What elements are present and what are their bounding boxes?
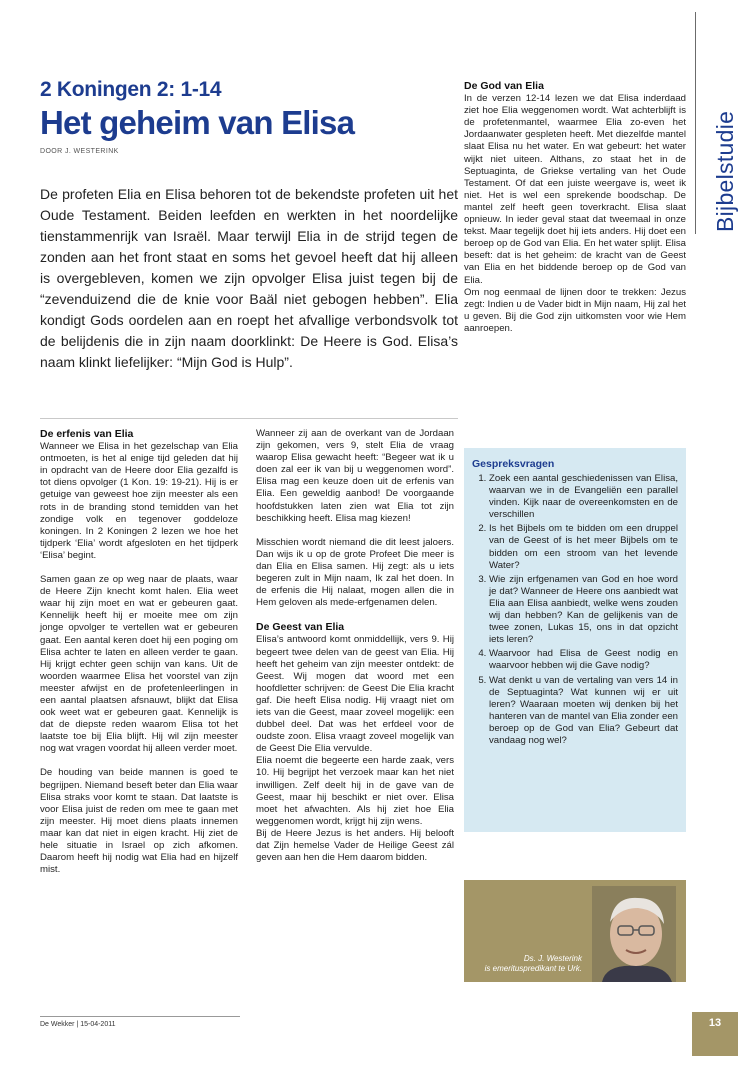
question-item: 3. Wie zijn erfgenamen van God en hoe word je dat? Wanneer de Heere ons aanbiedt wat Elia aan Elisa aanbiedt, welke wens zouden wij dan hebben? Kan de gelijkenis van de twee zonen, Lukas 15, ons in dat opzicht iets leren? [489,574,678,647]
intro-paragraph: De profeten Elia en Elisa behoren tot de bekendste profeten uit het Oude Testament. Beiden leefden en werkten in het noordelijke tienstammenrijk van Israël. Maar terwijl Elia in de strijd tegen de zonden aan het front staat en soms het gevoel heeft dat hij alleen is overgebleven, komen we zijn opvolger Elisa juist tegen bij de “zevenduizend die de knie voor Baäl niet gebogen hebben”. Elia kondigt Gods oordelen aan en roept het afvallige verbondsvolk tot de belijdenis die in zijn naam doorklinkt: De Heere is God. Elisa’s naam klinkt liefelijker: “Mijn God is Hulp”. [40,186,458,370]
footer-rule [40,1016,240,1017]
paragraph: Elisa’s antwoord komt onmiddellijk, vers 9. Hij begeert twee delen van de geest van Elia. Hij heeft het geheim van zijn meester ontdekt: de Geest. Wij mogen dat woord met een hoofdletter schrijven: de Geest Die Elia kracht gaf. Die heeft Elisa nodig. Hij vraagt niet om iets van die Geest, maar zoveel mogelijk: een dubbel deel. Dat was het erfdeel voor de oudste zoon. Elisa vraagt zoveel mogelijk van de Geest Die Elia vervulde. [256,634,454,755]
article-subtitle: 2 Koningen 2: 1-14 [40,78,222,101]
paragraph: Samen gaan ze op weg naar de plaats, waar de Heere Zijn knecht komt halen. Elia weet waar hij zijn moet en wat er gebeuren gaat. Kennelijk heeft hij er moeite mee om zijn jonge opvolger te vertellen wat er gebeuren gaat. Een aantal keren doet hij een poging om Elisa achter te laten en alleen verder te gaan. Hij krijgt echter geen schijn van kans. Uit de woorden waarmee Elisa het voorstel van zijn meester afwijst en de profetenleerlingen in een aantal plaatsen afsnauwt, blijkt dat Elisa ook weet wat er gebeuren gaat. Kennelijk is dat de diepste reden waarom Elisa tot het laatste toe bij Elia blijft. Hij wil zijn meester nog wat vragen voordat hij alleen verder moet. [40,574,238,755]
article-title: Het geheim van Elisa [40,104,355,141]
paragraph: Misschien wordt niemand die dit leest jaloers. Dan wijs ik u op de grote Profeet Die meer is dan Elia en Elisa samen. Hij zegt: als u iets begeren zult in Mijn naam, Ik zal het doen. In de erfenis die Hij nalaat, mogen allen die in Hem geloven als mede-erfgenamen delen. [256,536,454,609]
caption-name: Ds. J. Westerink [523,954,582,963]
questions-heading: Gespreksvragen [472,458,555,470]
heading-geest: De Geest van Elia [256,621,345,634]
column-1 [40,428,238,888]
page-number: 13 [692,1012,738,1056]
question-item: 5. Wat denkt u van de vertaling van vers 14 in de Septuaginta? Wat kunnen wij er uit leren? Waaraan moeten wij denken bij het hanteren van de mantel van Elia zonder een beroep op de God van Elia? Gebeurt dat vandaag nog wel? [489,675,678,748]
paragraph: Elia noemt die begeerte een harde zaak, vers 10. Hij begrijpt het verzoek maar kan het niet inwilligen. Zelf deelt hij in de gave van de Geest, maar hij beschikt er niet over. Elisa moet het afwachten. Als hij ziet hoe Elia weggenomen wordt, krijgt hij zijn wens. [256,755,454,827]
author-byline: DOOR J. WESTERINK [40,148,119,155]
column-3 [464,80,686,335]
paragraph: Wanneer we Elisa in het gezelschap van Elia ontmoeten, is het al enige tijd geleden dat hij in opdracht van de Heere door Elia gezalfd is tot diens opvolger (1 Kon. 19: 19-21). Hij is er getuige van geweest hoe zijn meester als een rots in de branding stond temidden van het zondige volk en tegenover goddeloze koningen. In 2 Koningen 2 lezen we hoe het tijdperk ‘Elia’ wordt afgesloten en het tijdperk ‘Elisa’ begint. [40,441,238,561]
question-item: 1. Zoek een aantal geschiedenissen van Elisa, waarvan we in de Evangeliën een parallel vinden. Kijk naar de overeenkomsten en de verschillen [489,473,678,521]
paragraph: In de verzen 12-14 lezen we dat Elisa inderdaad ziet hoe Elia weggenomen wordt. Wat achterblijft is de profetenmantel, waarmee Elia zo-even het Jordaanwater gespleten heeft. Met diezelfde mantel slaat Elisa nu het water. En wat gebeurt: het water wijkt niet uiteen. Althans, zo staat het in de Septuaginta, de Griekse vertaling van het Oude Testament. Of dat een juiste weergave is, weet ik niet. Het is wel een sprekende boodschap. De mantel zelf heeft geen toverkracht. Elisa slaat opnieuw. In ieder geval staat dat tweemaal in onze tekst. Maar tegelijk doet hij iets anders. Hij doet een beroep op de God van Elia. En het water splijt. Elisa beseft: dat is het geheim: de kracht van de Geest van Elia en het biddende beroep op de God van Elia. [464,93,686,286]
photo-caption [470,954,582,974]
questions-box [464,448,686,832]
section-divider [40,418,458,419]
heading-erfenis: De erfenis van Elia [40,428,134,440]
paragraph: Om nog eenmaal de lijnen door te trekken: Jezus zegt: Indien u de Vader bidt in Mijn naam, Hij zal het u geven. Bij die God zijn uitkomsten voor wie Hem aanroepen. [464,286,686,334]
column-2 [256,428,454,876]
heading-god: De God van Elia [464,80,544,92]
footer-source: De Wekker | 15-04-2011 [40,1021,116,1028]
sidebar-rule [695,12,696,234]
paragraph: De houding van beide mannen is goed te begrijpen. Niemand beseft beter dan Elia waar Elisa straks voor komt te staan. Dat laatste is voor Elisa juist de reden om mee te gaan met zijn meester. Hij moet diens plaats innemen maar kan dat niet in eigen kracht. Hij ziet de hele situatie in Israel op zich afkomen. Daarom heeft hij nodig wat Elia had en hijzelf mist. [40,767,238,876]
questions-list [464,473,686,747]
section-label: Bijbelstudie [712,110,738,232]
question-item: 4. Waarvoor had Elisa de Geest nodig en waarvoor hebben wij die Gave nodig? [489,648,678,672]
author-photo [464,880,686,982]
portrait-image [592,886,676,982]
caption-role: is emerituspredikant te Urk. [484,964,582,973]
paragraph: Bij de Heere Jezus is het anders. Hij belooft dat Zijn hemelse Vader de Heilige Geest zál geven aan hen die Hem daarom bidden. [256,827,454,864]
question-item: 2. Is het Bijbels om te bidden om een druppel van de Geest of is het meer Bijbels om te bidden om een stroom van het levende Water? [489,523,678,571]
paragraph: Wanneer zij aan de overkant van de Jordaan zijn gekomen, vers 9, stelt Elia de vraag waarop Elisa gewacht heeft: “Begeer wat ik u doen zal eer ik van bij u weggenomen word”. Elisa mag een keuze doen uit de erfenis van Elia. Een geweldig aanbod! De voorgaande hoofdstukken laten zien wat Elia tot zijn beschikking heeft. Elisa mag kiezen! [256,428,454,524]
